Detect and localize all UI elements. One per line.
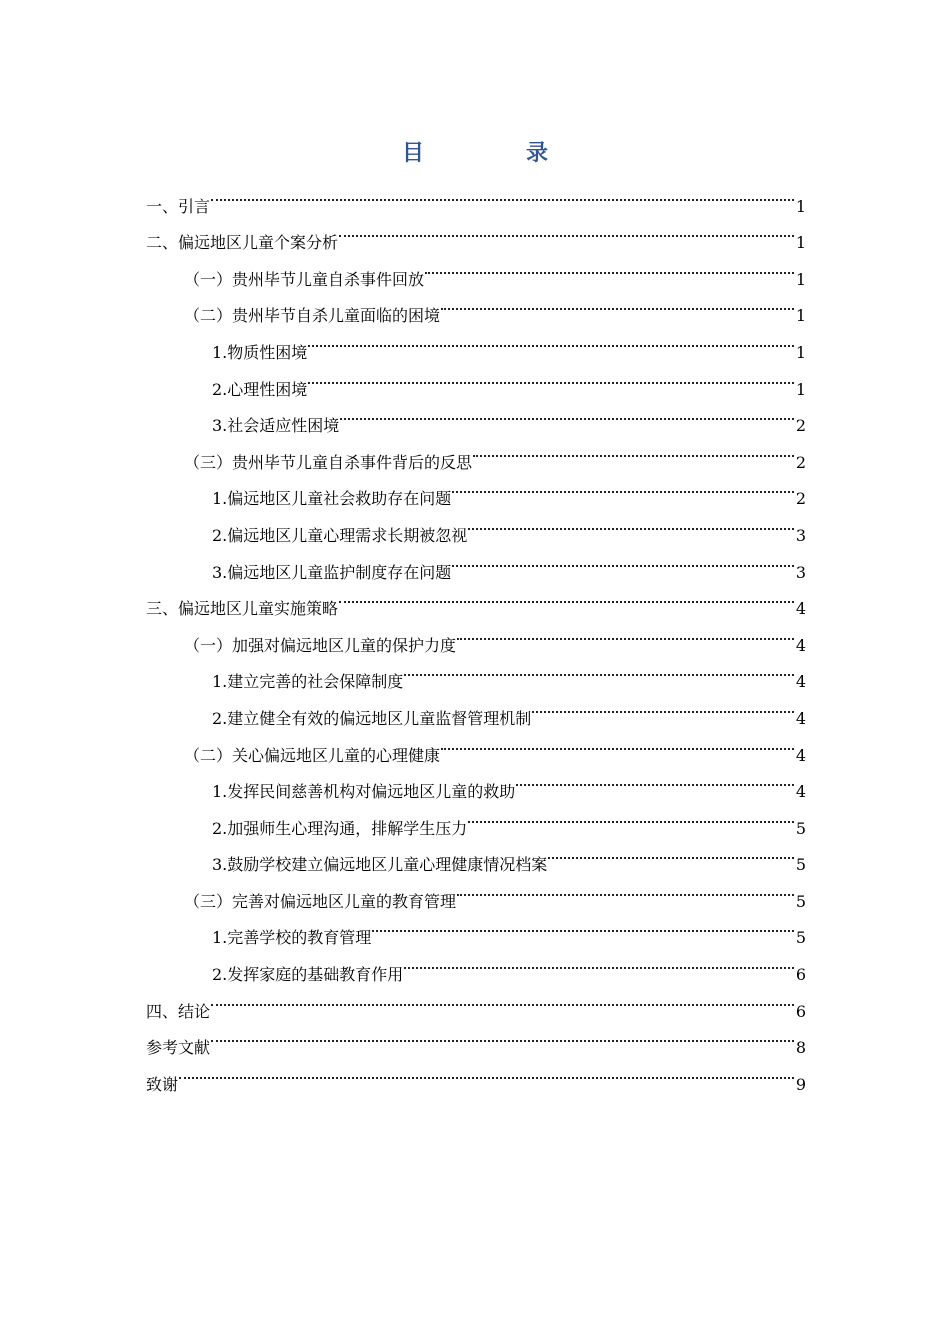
toc-entry-page-number: 3	[795, 525, 806, 545]
toc-dot-leader	[467, 797, 796, 834]
toc-entry-text: 3.社会适应性困境	[212, 416, 340, 436]
toc-dot-leader	[338, 578, 796, 615]
toc-entry-text: （一）加强对偏远地区儿童的保护力度	[184, 635, 457, 655]
toc-entry-text: 2.发挥家庭的基础教育作用	[212, 965, 404, 985]
toc-dot-leader	[371, 907, 796, 944]
toc-entry-text: 1.发挥民间慈善机构对偏远地区儿童的救助	[212, 782, 516, 802]
toc-entry[interactable]	[146, 1053, 806, 1094]
toc-entry-text: 1.完善学校的教育管理	[212, 928, 372, 948]
toc-entry-text: 四、结论	[146, 1001, 211, 1021]
toc-dot-leader	[456, 614, 796, 651]
toc-dot-leader	[451, 541, 796, 578]
toc-entry-page-number: 4	[795, 782, 806, 802]
toc-entry-text: 2.建立健全有效的偏远地区儿童监督管理机制	[212, 708, 532, 728]
toc-entry-page-number: 5	[795, 818, 806, 838]
toc-list	[146, 175, 806, 1094]
toc-dot-leader	[424, 248, 796, 285]
toc-entry-text: 3.偏远地区儿童监护制度存在问题	[212, 562, 452, 582]
toc-dot-leader	[440, 724, 796, 761]
toc-entry-page-number: 1	[795, 233, 806, 253]
toc-entry-page-number: 1	[795, 196, 806, 216]
toc-entry-page-number: 6	[795, 1001, 806, 1021]
toc-dot-leader	[307, 358, 796, 395]
toc-dot-leader	[531, 687, 796, 724]
toc-entry-text: （三）完善对偏远地区儿童的教育管理	[184, 891, 457, 911]
toc-entry-page-number: 1	[795, 306, 806, 326]
toc-dot-leader	[472, 431, 796, 468]
toc-dot-leader	[403, 651, 796, 688]
toc-dot-leader	[210, 175, 796, 212]
toc-entry-page-number: 5	[795, 928, 806, 948]
toc-entry-text: （三）贵州毕节儿童自杀事件背后的反思	[184, 452, 473, 472]
toc-entry-page-number: 1	[795, 342, 806, 362]
toc-entry-page-number: 4	[795, 672, 806, 692]
toc-dot-leader	[440, 285, 796, 322]
toc-entry-page-number: 4	[795, 635, 806, 655]
toc-entry-text: 二、偏远地区儿童个案分析	[146, 233, 339, 253]
toc-entry-page-number: 9	[795, 1074, 806, 1094]
toc-entry-page-number: 3	[795, 562, 806, 582]
toc-entry-page-number: 2	[795, 416, 806, 436]
toc-entry-text: 参考文献	[146, 1038, 211, 1058]
toc-entry-page-number: 5	[795, 891, 806, 911]
toc-entry-page-number: 4	[795, 599, 806, 619]
toc-entry-page-number: 5	[795, 855, 806, 875]
toc-entry-page-number: 4	[795, 708, 806, 728]
toc-title: 目 录	[401, 140, 588, 166]
toc-entry-text: 2.心理性困境	[212, 379, 308, 399]
toc-entry-page-number: 2	[795, 452, 806, 472]
toc-entry-text: 2.偏远地区儿童心理需求长期被忽视	[212, 525, 468, 545]
toc-entry-page-number: 8	[795, 1038, 806, 1058]
toc-dot-leader	[456, 870, 796, 907]
toc-dot-leader	[307, 321, 796, 358]
toc-entry[interactable]	[146, 980, 806, 1021]
toc-entry-text: 3.鼓励学校建立偏远地区儿童心理健康情况档案	[212, 855, 548, 875]
toc-dot-leader	[210, 980, 796, 1017]
toc-entry-text: 2.加强师生心理沟通，排解学生压力	[212, 818, 468, 838]
toc-dot-leader	[338, 212, 796, 249]
toc-entry-page-number: 6	[795, 965, 806, 985]
toc-entry[interactable]	[146, 212, 806, 253]
toc-entry[interactable]	[146, 175, 806, 216]
toc-entry-text: 1.物质性困境	[212, 342, 308, 362]
toc-dot-leader	[547, 834, 796, 871]
toc-dot-leader	[178, 1053, 796, 1090]
toc-entry-text: 一、引言	[146, 196, 211, 216]
toc-dot-leader	[467, 504, 796, 541]
toc-entry-text: 三、偏远地区儿童实施策略	[146, 599, 339, 619]
toc-entry-text: 1.建立完善的社会保障制度	[212, 672, 404, 692]
toc-dot-leader	[451, 468, 796, 505]
toc-dot-leader	[403, 943, 796, 980]
toc-dot-leader	[210, 1017, 796, 1054]
toc-entry-text: （二）贵州毕节自杀儿童面临的困境	[184, 306, 441, 326]
toc-entry-text: 致谢	[146, 1074, 179, 1094]
toc-entry-page-number: 1	[795, 269, 806, 289]
toc-entry-page-number: 4	[795, 745, 806, 765]
toc-entry-text: 1.偏远地区儿童社会救助存在问题	[212, 489, 452, 509]
toc-entry-page-number: 2	[795, 489, 806, 509]
toc-dot-leader	[515, 761, 796, 798]
toc-entry[interactable]	[146, 1017, 806, 1058]
toc-entry-page-number: 1	[795, 379, 806, 399]
toc-entry-text: （二）关心偏远地区儿童的心理健康	[184, 745, 441, 765]
toc-entry-text: （一）贵州毕节儿童自杀事件回放	[184, 269, 425, 289]
toc-dot-leader	[339, 395, 796, 432]
